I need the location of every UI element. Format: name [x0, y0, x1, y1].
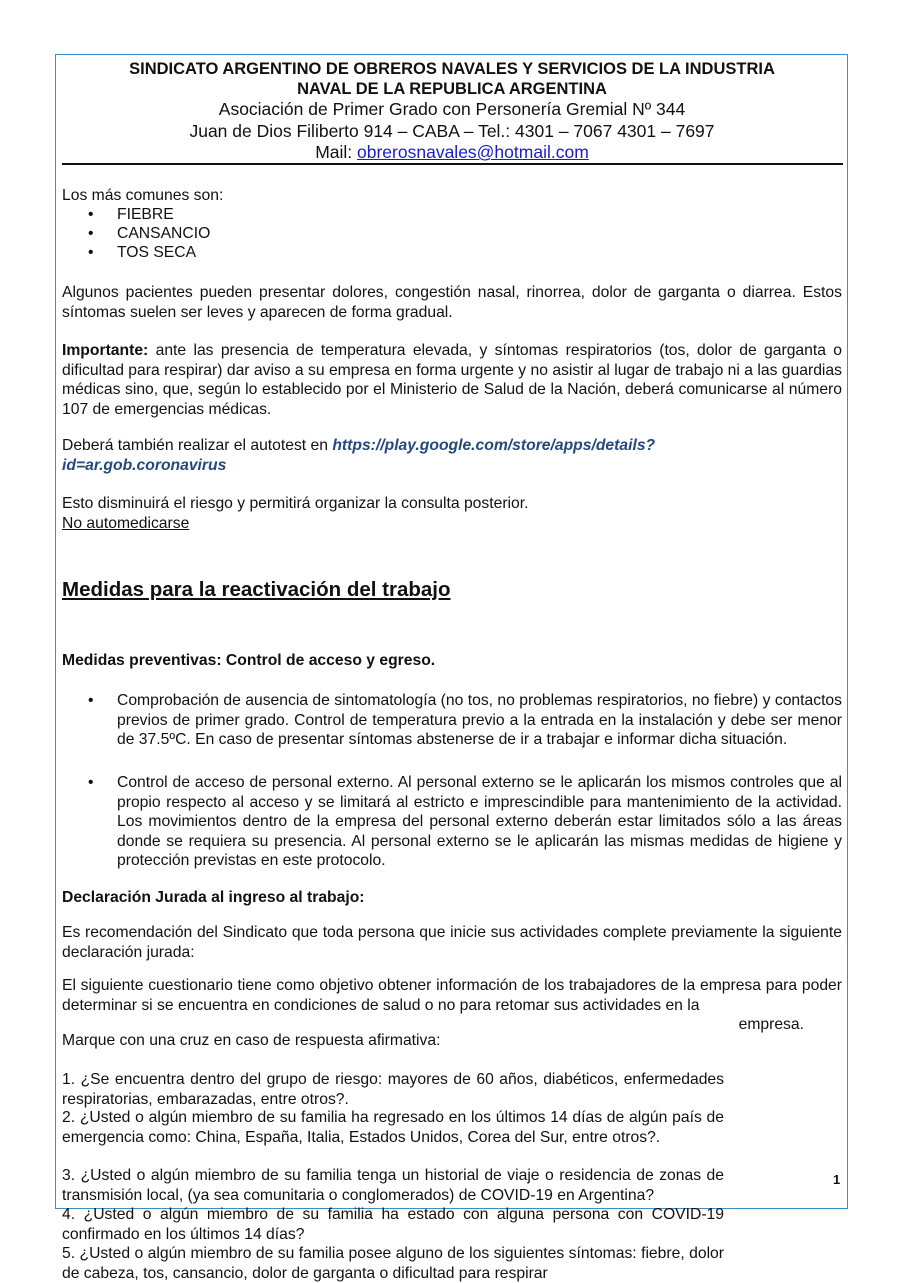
preventive-item: Control de acceso de personal externo. Al personal externo se le aplicarán los mismos controles que al propio respecto al acceso y se limitará al estricto e imprescindible para mantenimiento de la actividad. Los movimientos dentro de la empresa del personal externo deberán estar limitados sólo a las áreas donde se requiera su presencia. Al personal externo se le aplicarán las mismas medidas de higiene y protección previstas en este protocolo.: [117, 774, 842, 870]
declaration-p2: El siguiente cuestionario tiene como objetivo obtener información de los trabajadores de la empresa para poder determinar si se encuentra en condiciones de salud o no para retomar sus actividades en la: [62, 977, 842, 1014]
question-4: 4. ¿Usted o algún miembro de su familia ha estado con alguna persona con COVID-19 confirmado en los últimos 14 días?: [62, 1206, 724, 1243]
header-divider: [62, 163, 843, 165]
header-registration: Asociación de Primer Grado con Personería Gremial Nº 344: [218, 99, 686, 119]
autotest-link-cont: [62, 456, 842, 476]
paragraph-no-self-medication: No automedicarse: [62, 515, 190, 532]
bullet: •: [88, 692, 94, 709]
bullet: •: [88, 774, 94, 791]
header-union-name: SINDICATO ARGENTINO DE OBREROS NAVALES Y SERVICIOS DE LA INDUSTRIA: [129, 60, 775, 78]
symptom-item: FIEBRE: [117, 206, 174, 223]
declaration-p2-end: empresa.: [738, 1016, 804, 1033]
question-2: 2. ¿Usted o algún miembro de su familia ha regresado en los últimos 14 días de algún país de emergencia como: China, España, Italia, Estados Unidos, Corea del Sur, entre otros?.: [62, 1109, 724, 1146]
autotest-link-2[interactable]: id=ar.gob.coronavirus: [62, 457, 227, 474]
bullet: •: [88, 206, 94, 223]
paragraph-autotest: [62, 436, 842, 456]
header-mail: [56, 142, 848, 163]
preventive-title: Medidas preventivas: Control de acceso y egreso.: [62, 652, 436, 669]
mail-link[interactable]: obrerosnavales@hotmail.com: [357, 142, 589, 162]
section-title: Medidas para la reactivación del trabajo: [62, 578, 451, 601]
declaration-p1: Es recomendación del Sindicato que toda persona que inicie sus actividades complete previamente la siguiente declaración jurada:: [62, 924, 842, 961]
symptom-item: CANSANCIO: [117, 225, 211, 242]
autotest-text: Deberá también realizar el autotest en: [62, 437, 333, 454]
declaration-p3: Marque con una cruz en caso de respuesta afirmativa:: [62, 1032, 441, 1049]
bullet: •: [88, 244, 94, 261]
bullet: •: [88, 225, 94, 242]
question-1: 1. ¿Se encuentra dentro del grupo de riesgo: mayores de 60 años, diabéticos, enfermedades respiratorias, embarazadas, entre otros?.: [62, 1071, 724, 1108]
symptoms-intro: Los más comunes son:: [62, 187, 224, 204]
autotest-link[interactable]: https://play.google.com/store/apps/details?: [332, 437, 656, 454]
page-number: 1: [833, 1172, 841, 1187]
important-text: ante las presencia de temperatura elevada, y síntomas respiratorios (tos, dolor de garganta o dificultad para respirar) dar aviso a su empresa en forma urgente y no asistir al lugar de trabajo ni a las guardias médicas sino, que, según lo establecido por el Ministerio de Salud de la Nación, deberá comunicarse al número 107 de emergencias médicas.: [62, 342, 842, 418]
paragraph-other-symptoms: Algunos pacientes pueden presentar dolores, congestión nasal, rinorrea, dolor de garganta o diarrea. Estos síntomas suelen ser leves y aparecen de forma gradual.: [62, 284, 842, 321]
symptom-item: TOS SECA: [117, 244, 197, 261]
header-address: Juan de Dios Filiberto 914 – CABA – Tel.: 4301 – 7067 4301 – 7697: [189, 121, 715, 141]
declaration-title: Declaración Jurada al ingreso al trabajo:: [62, 889, 365, 906]
paragraph-risk: Esto disminuirá el riesgo y permitirá organizar la consulta posterior.: [62, 495, 529, 512]
question-3: 3. ¿Usted o algún miembro de su familia tenga un historial de viaje o residencia de zonas de transmisión local, (ya sea comunitaria o conglomerados) de COVID-19 en Argentina?: [62, 1167, 724, 1204]
mail-label: Mail:: [315, 142, 358, 162]
important-label: Importante:: [62, 342, 149, 359]
paragraph-important: [62, 341, 842, 419]
preventive-item: Comprobación de ausencia de sintomatología (no tos, no problemas respiratorios, no fiebre) y contactos previos de primer grado. Control de temperatura previo a la entrada en la instalación y debe ser menor de 37.5ºC. En caso de presentar síntomas abstenerse de ir a trabajar e informar dicha situación.: [117, 692, 842, 749]
header-union-name-2: NAVAL DE LA REPUBLICA ARGENTINA: [297, 80, 607, 98]
question-5: 5. ¿Usted o algún miembro de su familia posee alguno de los siguientes síntomas: fiebre, dolor de cabeza, tos, cansancio, dolor de garganta o dificultad para respirar: [62, 1245, 724, 1282]
